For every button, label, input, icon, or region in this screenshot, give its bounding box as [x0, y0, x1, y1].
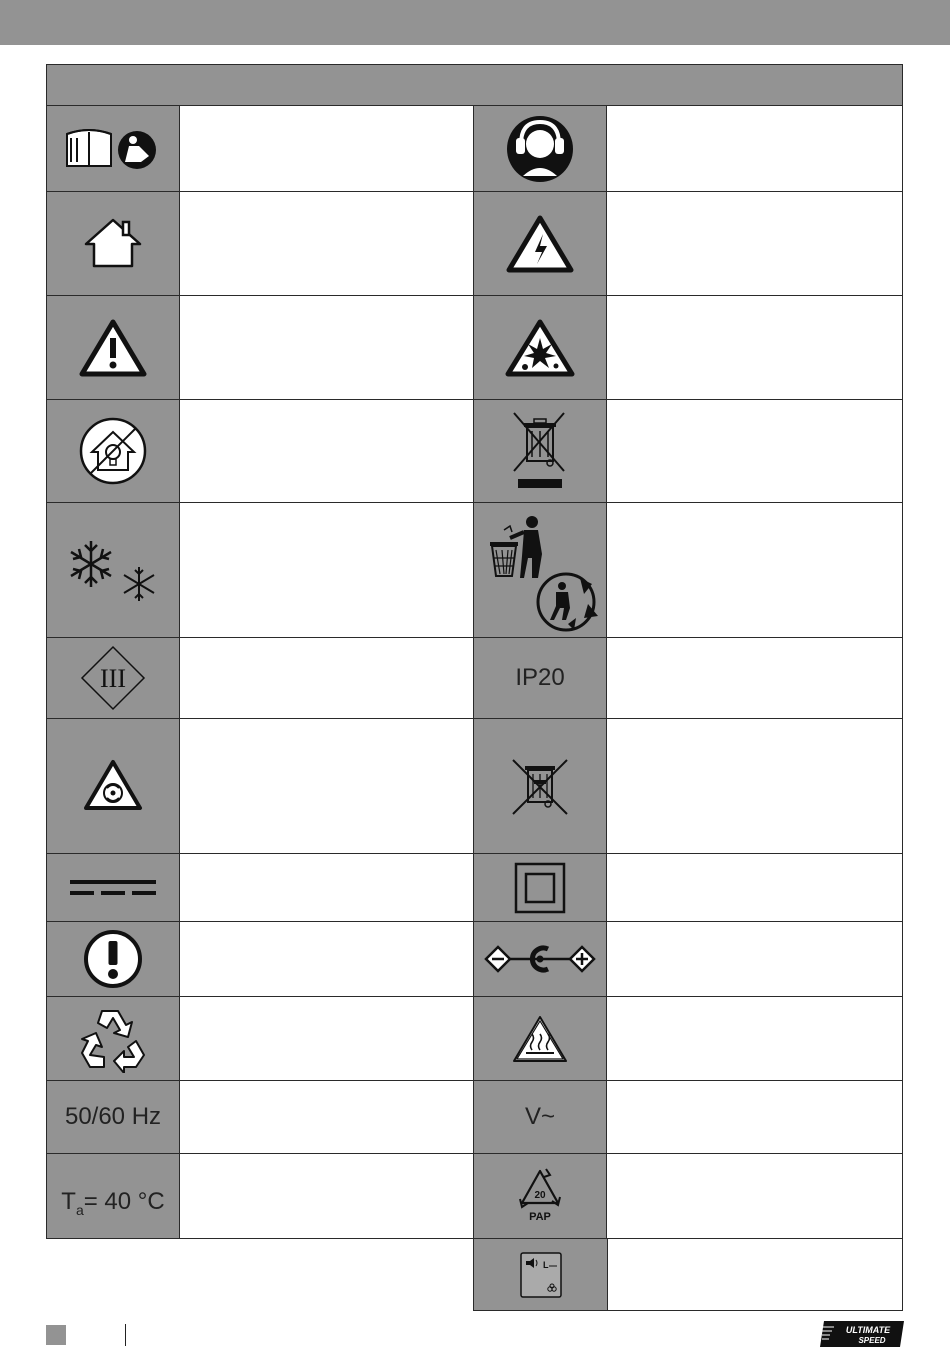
symbol-cell-protection-class-iii [47, 638, 180, 718]
recycling-code-icon [516, 1167, 564, 1225]
symbol-cell-polarity [474, 922, 607, 996]
symbol-cell-ambient-temperature [47, 1154, 180, 1238]
symbol-cell-recycling [47, 997, 180, 1080]
recycling-icon [78, 1005, 148, 1073]
direct-current-icon [68, 878, 158, 898]
symbol-cell-read-manual [47, 106, 180, 191]
double-insulation-icon [514, 862, 566, 914]
symbol-cell-indoor-use [47, 192, 180, 295]
indoor-only-lamp-icon [78, 416, 148, 486]
symbol-cell-frequency [47, 1081, 180, 1153]
exclamation-circle-icon [83, 929, 143, 989]
symbol-cell-voltage [474, 1081, 607, 1153]
temp-subscript: a [75, 1201, 84, 1218]
column-divider [473, 105, 474, 1238]
symbol-cell-explosion [474, 296, 607, 399]
frequency-label: 50/60 Hz [64, 1103, 162, 1130]
read-manual-icon [63, 124, 163, 174]
crossed-bin-battery-icon [510, 756, 570, 816]
page-marker-square [46, 1325, 66, 1345]
symbol-cell-paper-recycling-code [474, 1154, 607, 1238]
warning-triangle-icon [78, 316, 148, 380]
hot-surface-warning-icon [512, 1014, 568, 1064]
sound-power-letter: L [542, 1259, 548, 1270]
symbol-cell-frost [47, 503, 180, 637]
symbol-cell-weee [474, 400, 607, 502]
class-iii-label: III [100, 664, 126, 693]
electric-shock-warning-icon [505, 212, 575, 276]
table-header-row [47, 65, 902, 106]
column-divider [607, 1239, 608, 1310]
brand-logo [820, 1319, 904, 1349]
logo-text-line1: ULTIMATE [845, 1325, 891, 1335]
sound-power-label-icon [519, 1251, 563, 1299]
symbol-cell-triman [474, 503, 607, 637]
snowflake-icon [63, 535, 163, 605]
ambient-temp-label [61, 1174, 164, 1218]
protection-class-iii-icon [80, 645, 146, 711]
symbol-table [46, 64, 903, 1239]
recycling-code-number: 20 [534, 1190, 546, 1201]
symbol-cell-protection-class-ii [474, 854, 607, 921]
temp-value: = 40 °C [83, 1188, 165, 1216]
explosion-warning-icon [504, 316, 576, 380]
symbol-cell-direct-current [47, 854, 180, 921]
symbol-row-sound-power [473, 1238, 903, 1311]
recycling-code-material: PAP [529, 1211, 551, 1223]
logo-text-line2: SPEED [858, 1336, 886, 1345]
symbol-cell-attention [47, 922, 180, 996]
symbol-cell-hot-surface [474, 997, 607, 1080]
house-icon [78, 214, 148, 274]
top-header-bar [0, 0, 950, 45]
ip-rating-label: IP20 [515, 664, 565, 691]
polarity-icon [484, 941, 596, 977]
ear-protection-icon [505, 114, 575, 184]
symbol-cell-battery-disposal [474, 719, 607, 853]
symbol-cell-indoor-lighting [47, 400, 180, 502]
symbol-cell-electric-shock [474, 192, 607, 295]
symbol-cell-warning [47, 296, 180, 399]
crossed-bin-icon [510, 411, 570, 491]
voltage-label: V~ [524, 1103, 556, 1130]
symbol-cell-rotating-parts [47, 719, 180, 853]
symbol-cell-ip-rating [474, 638, 607, 718]
triman-disposal-icon [480, 508, 600, 633]
footer-divider [125, 1324, 126, 1346]
symbol-cell-sound-power [474, 1239, 608, 1310]
symbol-cell-ear-protection [474, 106, 607, 191]
rotating-parts-warning-icon [83, 758, 143, 814]
temp-symbol: T [61, 1188, 76, 1216]
